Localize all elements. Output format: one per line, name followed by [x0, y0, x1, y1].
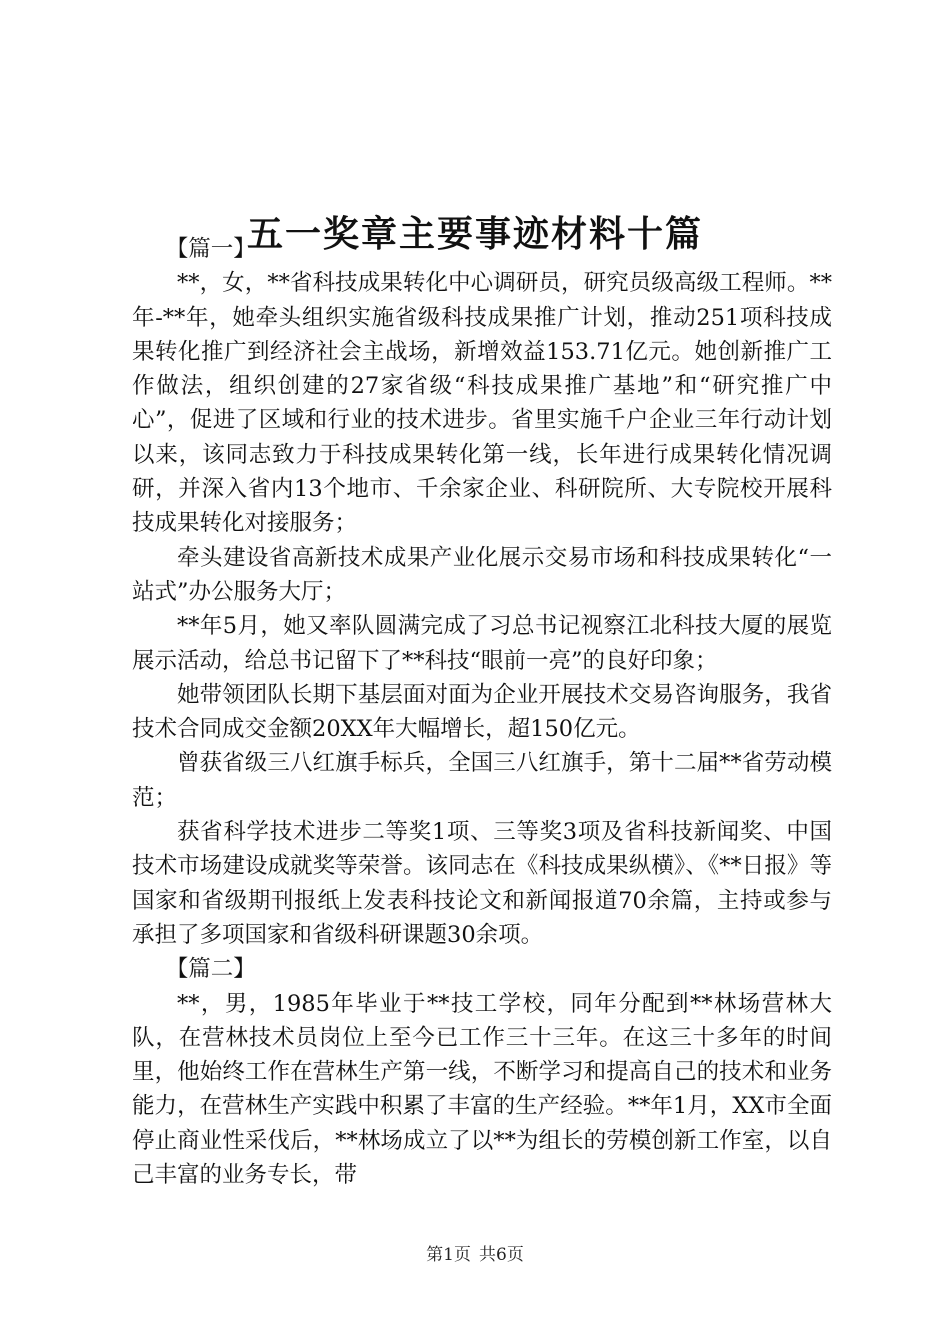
page-total: 共6页 [479, 1245, 524, 1265]
body-paragraph: 牵头建设省高新技术成果产业化展示交易市场和科技成果转化“一站式”办公服务大厅； [132, 544, 832, 605]
section-heading: 【篇一】 [165, 236, 256, 262]
body-paragraph: **，女，**省科技成果转化中心调研员，研究员级高级工程师。**年-**年，她牵头组织实施省级科技成果推广计划，推动251项科技成果转化推广到经济社会主战场，新增效益153.71亿元。她创新推广工作做法，组织创建的27家省级“科技成果推广基地”和“研究推广中心”，促进了区域和行业的技术进步。省里实施千户企业三年行动计划以来，该同志致力于科技成果转化第一线，长年进行成果转化情况调研，并深入省内13个地市、千余家企业、科研院所、大专院校开展科技成果转化对接服务； [132, 270, 832, 537]
body-paragraph: 获省科学技术进步二等奖1项、三等奖3项及省科技新闻奖、中国技术市场建设成就奖等荣誉。该同志在《科技成果纵横》、《**日报》等国家和省级期刊报纸上发表科技论文和新闻报道70余篇，主持或参与承担了多项国家和省级科研课题30余项。 [132, 819, 832, 948]
body-paragraph: 她带领团队长期下基层面对面为企业开展技术交易咨询服务，我省技术合同成交金额20XX年大幅增长，超150亿元。 [132, 681, 832, 743]
body-paragraph: **，男，1985年毕业于**技工学校，同年分配到**林场营林大队，在营林技术员岗位上至今已工作三十三年。在这三十多年的时间里，他始终工作在营林生产第一线，不断学习和提高自己的技术和业务能力，在营林生产实践中积累了丰富的生产经验。**年1月，XX市全面停止商业性采伐后，**林场成立了以**为组长的劳模创新工作室，以自己丰富的业务专长，带 [132, 990, 832, 1189]
section-heading: 【篇二】 [165, 956, 256, 983]
page-number: 第1页 [426, 1245, 471, 1265]
document-title: 五一奖章主要事迹材料十篇 [246, 213, 703, 256]
page-footer [0, 1244, 950, 1266]
document-body [132, 232, 832, 1192]
body-paragraph: 曾获省级三八红旗手标兵，全国三八红旗手，第十二届**省劳动模范； [132, 750, 832, 811]
body-paragraph: **年5月，她又率队圆满完成了习总书记视察江北科技大厦的展览展示活动，给总书记留下了**科技“眼前一亮”的良好印象； [132, 613, 832, 674]
